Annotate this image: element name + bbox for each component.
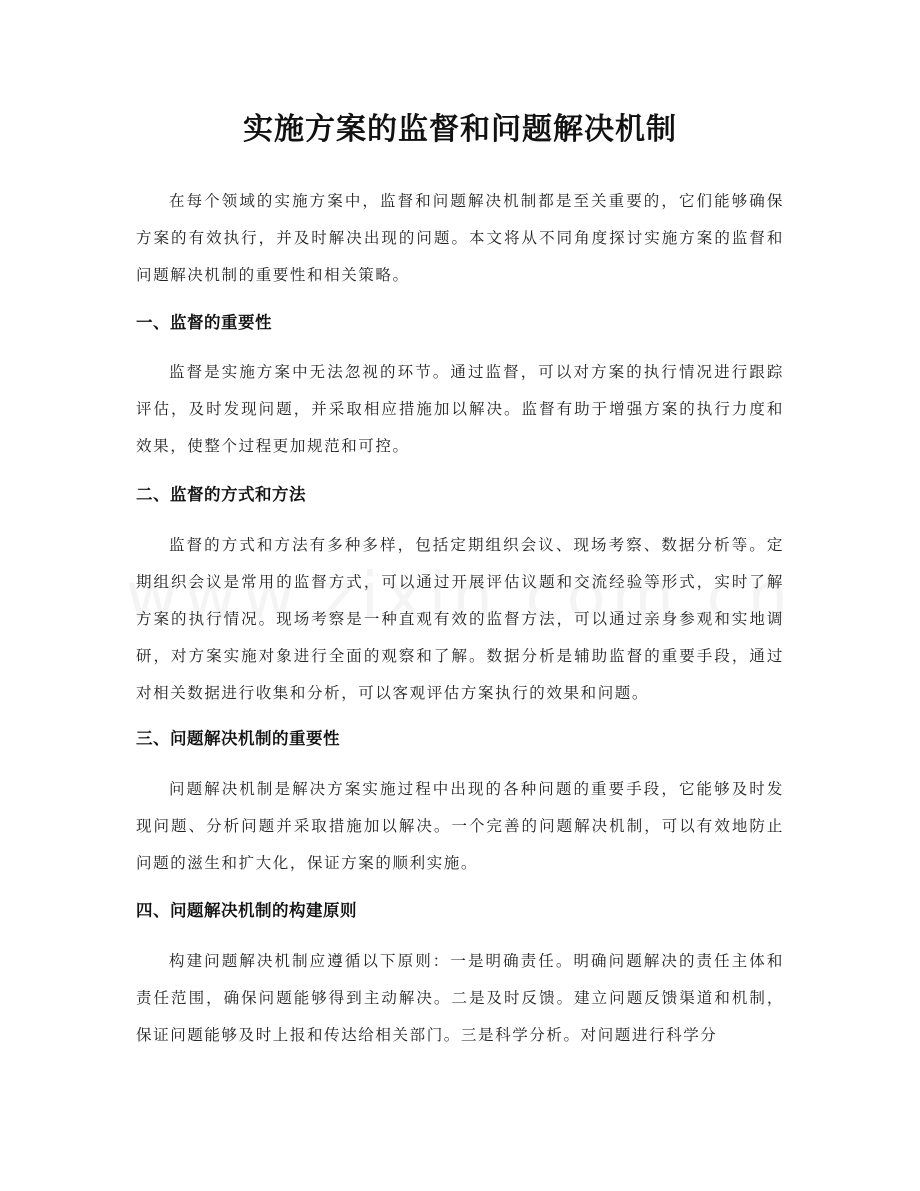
section-heading-2: 二、监督的方式和方法 bbox=[136, 485, 306, 504]
section-body-1: 监督是实施方案中无法忽视的环节。通过监督，可以对方案的执行情况进行跟踪评估，及时发现问题，并采取相应措施加以解决。监督有助于增强方案的执行力度和效果，使整个过程更加规范和可控。 bbox=[136, 363, 784, 455]
section-heading-1: 一、监督的重要性 bbox=[136, 313, 272, 332]
document-title: 实施方案的监督和问题解决机制 bbox=[243, 112, 677, 147]
section-body-3: 问题解决机制是解决方案实施过程中出现的各种问题的重要手段，它能够及时发现问题、分析问题并采取措施加以解决。一个完善的问题解决机制，可以有效地防止问题的滋生和扩大化，保证方案的顺利实施。 bbox=[136, 780, 784, 872]
section-body-4: 构建问题解决机制应遵循以下原则：一是明确责任。明确问题解决的责任主体和责任范围，确保问题能够得到主动解决。二是及时反馈。建立问题反馈渠道和机制，保证问题能够及时上报和传达给相关部门。三是科学分析。对问题进行科学分 bbox=[136, 952, 784, 1044]
section-heading-3: 三、问题解决机制的重要性 bbox=[136, 729, 340, 748]
intro-paragraph: 在每个领域的实施方案中，监督和问题解决机制都是至关重要的，它们能够确保方案的有效执行，并及时解决出现的问题。本文将从不同角度探讨实施方案的监督和问题解决机制的重要性和相关策略。 bbox=[136, 192, 784, 284]
section-body-2: 监督的方式和方法有多种多样，包括定期组织会议、现场考察、数据分析等。定期组织会议是常用的监督方式，可以通过开展评估议题和交流经验等形式，实时了解方案的执行情况。现场考察是一种直观有效的监督方法，可以通过亲身参观和实地调研，对方案实施对象进行全面的观察和了解。数据分析是辅助监督的重要手段，通过对相关数据进行收集和分析，可以客观评估方案执行的效果和问题。 bbox=[136, 536, 784, 702]
section-heading-4: 四、问题解决机制的构建原则 bbox=[136, 901, 357, 920]
